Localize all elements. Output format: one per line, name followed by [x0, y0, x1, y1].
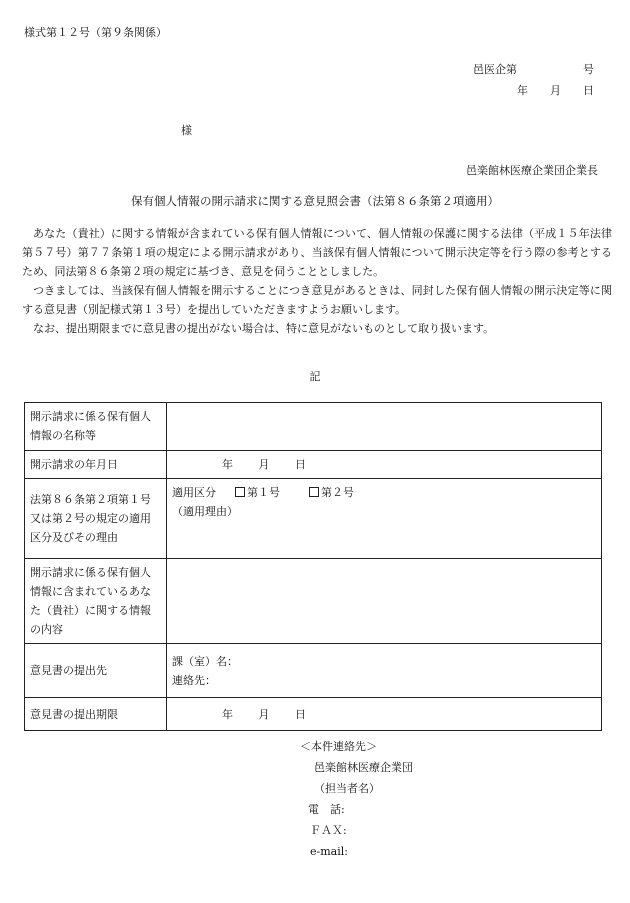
checkbox-option-2[interactable] — [309, 487, 319, 497]
body-paragraph: つきましては、当該保有個人情報を開示することにつき意見があるときは、同封した保有個人情報の開示決定等に関する意見書（別記様式第１３号）を提出していただきますようお願いします。 — [22, 284, 612, 316]
row-label: 開示請求に係る保有個人情報の名称等 — [25, 403, 167, 451]
contact-fax: ＦＡＸ: — [310, 824, 347, 837]
ki-heading: 記 — [309, 370, 321, 383]
sender: 邑楽館林医療企業団企業長 — [466, 164, 598, 177]
contact-tel: 電 話: — [308, 803, 345, 816]
contact-email: e-mail: — [310, 845, 348, 858]
deadline-date: 年 月 日 — [167, 698, 602, 731]
row-label: 開示請求の年月日 — [25, 451, 167, 479]
row-label: 意見書の提出期限 — [25, 698, 167, 731]
table-row — [25, 479, 602, 559]
reason-label: （適用理由） — [172, 505, 238, 518]
body-paragraph: なお、提出期限までに意見書の提出がない場合は、特に意見がないものとして取り扱います。 — [33, 322, 495, 335]
document-title: 保有個人情報の開示請求に関する意見照会書（法第８６条第２項適用） — [131, 194, 499, 208]
option-1-label: 第１号 — [247, 486, 280, 499]
body-paragraph: あなた（貴社）に関する情報が含まれている保有個人情報について、個人情報の保護に関する法律（平成１５年法律第５７号）第７７条第１項の規定による開示請求があり、当該保有個人情報について開示決定等を行う際の参考とするため、同法第８６条第２項の規定に基づき、意見を伺うこととしました。 — [22, 227, 612, 278]
option-2-label: 第２号 — [321, 486, 354, 499]
category-label: 適用区分 — [172, 486, 216, 499]
contact-block — [300, 736, 413, 862]
addressee: 様 — [181, 124, 192, 137]
row-label: 意見書の提出先 — [25, 644, 167, 698]
table-row — [25, 451, 602, 479]
request-date: 年 月 日 — [167, 451, 602, 479]
category-cell — [167, 479, 602, 559]
body-text — [22, 224, 612, 338]
table-row — [25, 403, 602, 451]
table-row — [25, 698, 602, 731]
contact-person: （担当者名） — [314, 782, 380, 795]
document-number: 邑医企第 号 — [473, 63, 594, 76]
table-row — [25, 559, 602, 644]
row-label: 法第８６条第２項第１号又は第２号の規定の適用区分及びその理由 — [25, 479, 167, 559]
contact-title: ＜本件連絡先＞ — [300, 740, 377, 753]
info-table — [24, 402, 602, 731]
contact-org: 邑楽館林医療企業団 — [314, 761, 413, 774]
submission-destination — [167, 644, 602, 698]
form-number: 様式第１２号（第９条関係） — [24, 26, 167, 39]
checkbox-option-1[interactable] — [235, 487, 245, 497]
dept-label: 課（室）名： — [172, 654, 238, 668]
row-label: 開示請求に係る保有個人情報に含まれているあなた（貴社）に関する情報の内容 — [25, 559, 167, 644]
document-date: 年 月 日 — [517, 84, 594, 97]
category-line — [172, 483, 596, 502]
row-value — [167, 559, 602, 644]
contact-label: 連絡先： — [172, 673, 216, 687]
table-row — [25, 644, 602, 698]
row-value — [167, 403, 602, 451]
